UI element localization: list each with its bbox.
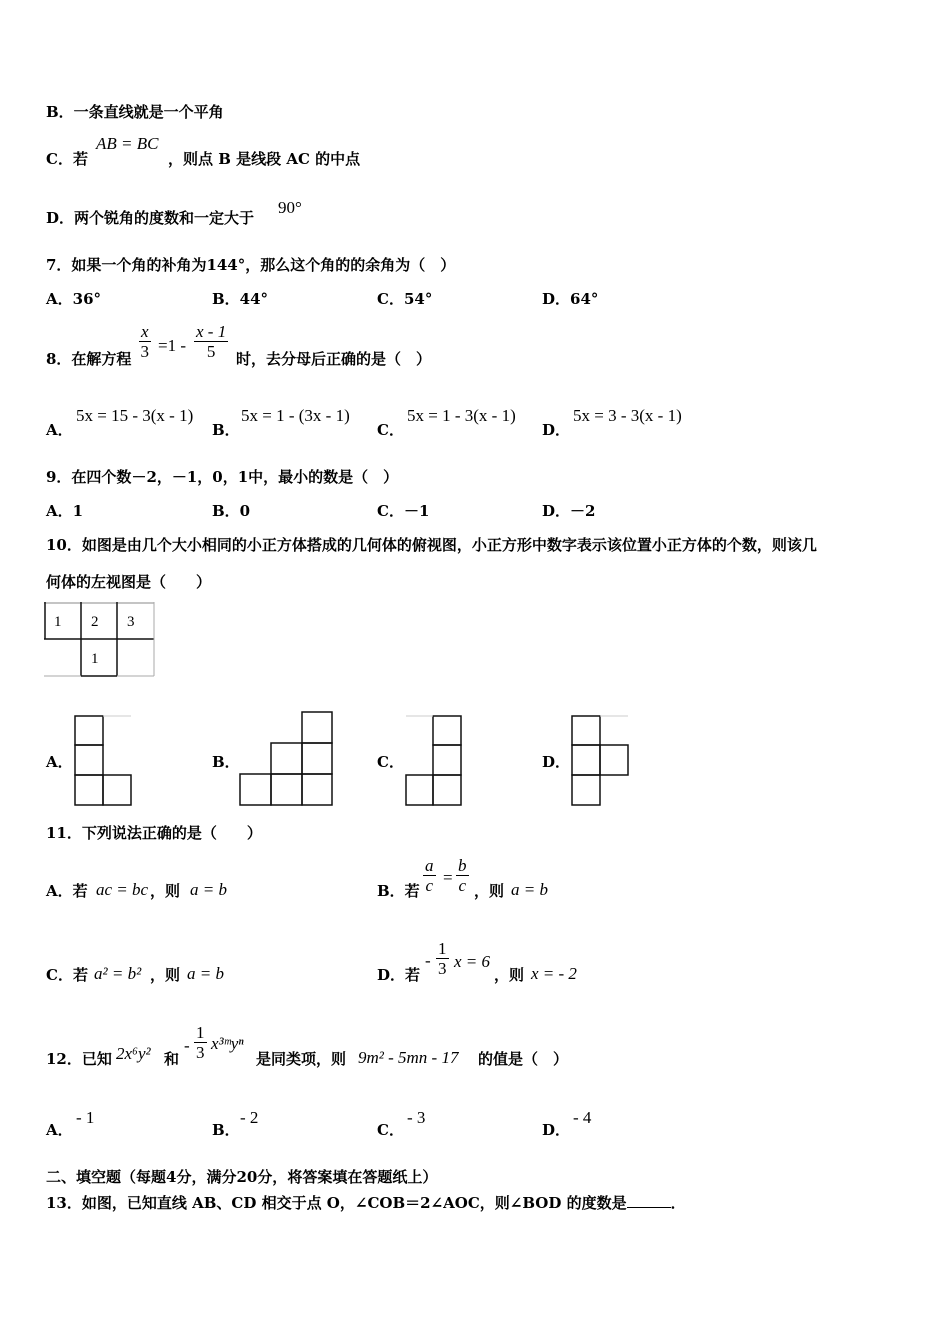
q12-stem-mid: 是同类项，则 bbox=[256, 1050, 347, 1068]
q12-expression: 9m² - 5mn - 17 bbox=[358, 1048, 459, 1067]
q12-option-d: - 4 bbox=[573, 1108, 592, 1127]
grid-cell-1: 1 bbox=[54, 614, 62, 630]
q7-option-c: C．54° bbox=[377, 290, 433, 308]
q6-option-c-math: AB = BC bbox=[96, 134, 159, 153]
answer-blank[interactable] bbox=[627, 1193, 671, 1208]
q11-d-numerator: 1 bbox=[438, 939, 447, 958]
q8-eq-denominator-3: 3 bbox=[140, 342, 150, 361]
q8-stem-suffix: 时，去分母后正确的是（ ） bbox=[236, 350, 432, 368]
q8-eq-numerator: x - 1 bbox=[196, 322, 227, 341]
q12-letter-c: C． bbox=[377, 1121, 404, 1139]
q12-option-a: - 1 bbox=[76, 1108, 95, 1127]
q11-b-b: b bbox=[458, 856, 467, 875]
q8-eq-denominator-5: 5 bbox=[206, 342, 216, 361]
q11-b-equals: = bbox=[443, 868, 453, 887]
q11-d-fraction bbox=[436, 940, 449, 977]
q11-b-fraction-b bbox=[456, 857, 469, 894]
q9-option-a: A．1 bbox=[46, 502, 84, 520]
q12-letter-a: A． bbox=[46, 1121, 73, 1139]
q11-stem: 11．下列说法正确的是（ ） bbox=[46, 824, 262, 842]
q12-denominator: 3 bbox=[196, 1043, 205, 1062]
q12-letter-d: D． bbox=[542, 1121, 571, 1139]
q9-option-b: B．0 bbox=[212, 502, 251, 520]
q10-option-a-figure bbox=[72, 714, 134, 808]
q12-stem-prefix: 12．已知 bbox=[46, 1050, 112, 1068]
q8-eq-numerator-x: x bbox=[141, 322, 149, 341]
q12-minus: - bbox=[184, 1036, 190, 1055]
q10-top-view-grid bbox=[44, 602, 158, 680]
q11-d-minus: - bbox=[425, 951, 431, 970]
q7-option-a: A．36° bbox=[46, 290, 102, 308]
q10-letter-b: B． bbox=[212, 753, 240, 771]
q10-letter-c: C． bbox=[377, 753, 404, 771]
q12-term1: 2x⁶y² bbox=[116, 1044, 151, 1063]
q6-option-c-suffix: ，则点 B 是线段 AC 的中点 bbox=[168, 150, 361, 168]
q13-stem-suffix: ． bbox=[670, 1194, 686, 1212]
q11-b-prefix: B．若 bbox=[377, 882, 420, 900]
section-title: 二、填空题（每题4分，满分20分，将答案填在答题纸上） bbox=[46, 1168, 438, 1186]
q7-option-d: D．64° bbox=[542, 290, 599, 308]
q11-d-denominator: 3 bbox=[438, 959, 447, 978]
grid-cell-4: 1 bbox=[91, 651, 99, 667]
q7-option-b: B．44° bbox=[212, 290, 269, 308]
q8-letter-c: C． bbox=[377, 421, 404, 439]
q11-c-condition: a² = b² bbox=[94, 964, 142, 983]
grid-cell-2: 2 bbox=[91, 614, 99, 630]
q8-letter-b: B． bbox=[212, 421, 240, 439]
q10-stem-line2: 何体的左视图是（ ） bbox=[46, 573, 212, 591]
q12-and: 和 bbox=[164, 1050, 180, 1068]
q8-letter-d: D． bbox=[542, 421, 571, 439]
q13-stem bbox=[46, 1193, 686, 1212]
q11-d-result: x = - 2 bbox=[531, 964, 577, 983]
q12-fraction bbox=[194, 1024, 207, 1061]
q11-b-a: a bbox=[425, 856, 434, 875]
q6-option-d-prefix: D．两个锐角的度数和一定大于 bbox=[46, 209, 255, 227]
q12-option-b: - 2 bbox=[240, 1108, 259, 1127]
q11-a-then: ，则 bbox=[150, 882, 181, 900]
q10-option-b-figure bbox=[238, 710, 336, 808]
q11-c-then: ，则 bbox=[150, 966, 181, 984]
q8-letter-a: A． bbox=[46, 421, 73, 439]
q11-d-then: ，则 bbox=[494, 966, 525, 984]
grid-cell-3: 3 bbox=[127, 614, 135, 630]
q6-option-b: B．一条直线就是一个平角 bbox=[46, 103, 224, 121]
q12-stem-suffix: 的值是（ ） bbox=[478, 1050, 569, 1068]
q9-stem: 9．在四个数－2，－1，0，1中，最小的数是（ ） bbox=[46, 468, 399, 486]
q7-stem: 7．如果一个角的补角为144°，那么这个角的的余角为（ ） bbox=[46, 256, 456, 274]
q6-option-c-prefix: C．若 bbox=[46, 150, 88, 168]
q8-eq-middle: =1 - bbox=[158, 336, 186, 355]
q11-b-fraction-a bbox=[423, 857, 436, 894]
q12-option-c: - 3 bbox=[407, 1108, 426, 1127]
q11-b-then: ，则 bbox=[474, 882, 505, 900]
q11-c-result: a = b bbox=[187, 964, 224, 983]
q12-term2: x³ᵐyⁿ bbox=[211, 1034, 244, 1053]
q8-option-a-math: 5x = 15 - 3(x - 1) bbox=[76, 406, 194, 425]
q12-letter-b: B． bbox=[212, 1121, 240, 1139]
q11-b-result: a = b bbox=[511, 880, 548, 899]
q8-stem-prefix: 8．在解方程 bbox=[46, 350, 132, 368]
q11-b-c2: c bbox=[458, 876, 467, 895]
q9-option-c: C．－1 bbox=[377, 502, 430, 520]
q6-option-d-math: 90° bbox=[278, 198, 302, 217]
q11-c-prefix: C．若 bbox=[46, 966, 88, 984]
q10-option-c-figure bbox=[404, 714, 466, 808]
q11-a-condition: ac = bc bbox=[96, 880, 149, 899]
q8-option-b-math: 5x = 1 - (3x - 1) bbox=[241, 406, 350, 425]
q11-d-prefix: D．若 bbox=[377, 966, 421, 984]
q8-option-d-math: 5x = 3 - 3(x - 1) bbox=[573, 406, 682, 425]
q11-b-c1: c bbox=[425, 876, 434, 895]
q13-stem-prefix: 13．如图，已知直线 AB、CD 相交于点 O，∠COB＝2∠AOC，则∠BOD 的度数是 bbox=[46, 1194, 627, 1212]
q10-stem-line1: 10．如图是由几个大小相同的小正方体搭成的几何体的俯视图，小正方形中数字表示该位置小正方体的个数，则该几 bbox=[46, 536, 817, 554]
q8-equation-fraction-right bbox=[194, 323, 228, 360]
q9-option-d: D．－2 bbox=[542, 502, 596, 520]
q12-numerator: 1 bbox=[196, 1023, 205, 1042]
q10-letter-a: A． bbox=[46, 753, 73, 771]
q8-equation-fraction-left bbox=[139, 323, 151, 360]
q11-a-prefix: A．若 bbox=[46, 882, 88, 900]
q11-a-result: a = b bbox=[190, 880, 227, 899]
q10-letter-d: D． bbox=[542, 753, 571, 771]
q8-option-c-math: 5x = 1 - 3(x - 1) bbox=[407, 406, 516, 425]
q11-d-condition: x = 6 bbox=[454, 952, 491, 971]
q10-option-d-figure bbox=[569, 714, 631, 808]
